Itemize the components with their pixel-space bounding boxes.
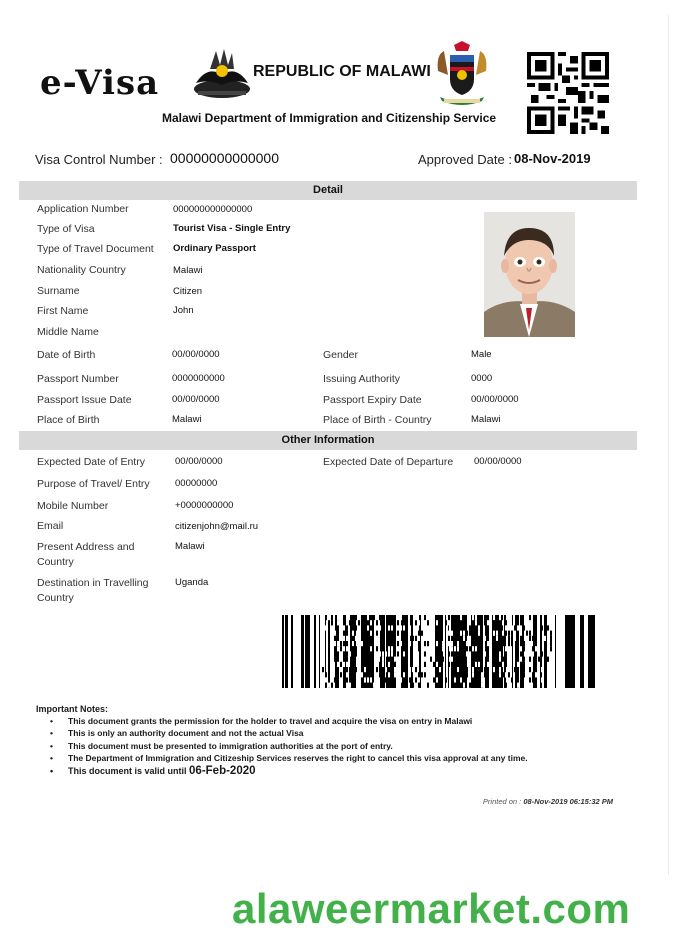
visa-type-value: Tourist Visa - Single Entry	[173, 223, 291, 234]
email-label: Email	[37, 520, 64, 532]
note-item: • This document grants the permission for the holder to travel and acquire the visa on entry in Malawi	[50, 715, 630, 727]
travel-document-label: Type of Travel Document	[37, 243, 154, 255]
visa-control-label: Visa Control Number :	[35, 152, 163, 167]
pob-country-label: Place of Birth - Country	[323, 414, 432, 426]
detail-section-header: Detail	[19, 181, 637, 200]
printed-on	[483, 797, 613, 806]
surname-label: Surname	[37, 285, 80, 297]
mobile-value: +0000000000	[175, 500, 234, 511]
departure-date-value: 00/00/0000	[474, 456, 522, 467]
important-notes-title: Important Notes:	[36, 704, 108, 714]
printed-on-label: Printed on :	[482, 797, 522, 806]
passport-number-value: 0000000000	[172, 373, 225, 384]
coat-of-arms-icon	[434, 41, 490, 107]
portrait-image	[484, 212, 575, 337]
dob-label: Date of Birth	[37, 349, 96, 361]
nationality-label: Nationality Country	[37, 264, 126, 276]
visa-control-value: 00000000000000	[170, 150, 280, 166]
passport-number-label: Passport Number	[37, 373, 119, 385]
application-number-label: Application Number	[37, 203, 129, 215]
barcode	[282, 615, 595, 688]
destination-label: Destination in Travelling Country	[37, 577, 149, 604]
approved-date-label: Approved Date :	[418, 152, 512, 167]
gender-label: Gender	[323, 349, 359, 361]
entry-date-value: 00/00/0000	[175, 456, 223, 467]
note-item: • The Department of Immigration and Citizeship Services reserves the right to cancel this visa approval at any time.	[50, 752, 630, 764]
issuing-authority-value: 0000	[471, 373, 493, 384]
nationality-value: Malawi	[173, 265, 203, 276]
purpose-value: 00000000	[175, 478, 218, 489]
destination-value: Uganda	[175, 577, 209, 588]
passport-expiry-label: Passport Expiry Date	[323, 394, 422, 406]
country-title: REPUBLIC OF MALAWI	[253, 63, 431, 80]
application-number-value: 000000000000000	[173, 204, 253, 215]
passport-expiry-value: 00/00/0000	[471, 394, 519, 405]
email-value: citizenjohn@mail.ru	[175, 521, 259, 532]
dob-value: 00/00/0000	[172, 349, 220, 360]
passport-issue-value: 00/00/0000	[172, 394, 220, 405]
department-name: Malawi Department of Immigration and Citizenship Service	[162, 111, 497, 125]
note-item: • This is only an authority document and not the actual Visa	[50, 727, 630, 739]
validity-prefix: This document is valid until	[68, 766, 187, 777]
note-item-validity	[50, 765, 630, 777]
important-notes-list	[50, 715, 630, 777]
first-name-label: First Name	[37, 305, 89, 317]
passport-issue-label: Passport Issue Date	[37, 394, 132, 406]
evisa-title: e-Visa	[40, 63, 160, 103]
first-name-value: John	[173, 305, 194, 316]
departure-date-label: Expected Date of Departure	[323, 456, 454, 468]
gender-value: Male	[471, 349, 492, 360]
visa-type-label: Type of Visa	[37, 223, 95, 235]
printed-on-value: 08-Nov-2019 06:15:32 PM	[523, 797, 613, 806]
applicant-photo	[484, 212, 575, 337]
eagle-emblem-icon	[190, 45, 254, 101]
qr-code	[527, 52, 609, 134]
place-of-birth-label: Place of Birth	[37, 414, 100, 426]
address-label: Present Address and Country	[37, 541, 135, 568]
other-info-section-header: Other Information	[19, 431, 637, 450]
address-value: Malawi	[175, 541, 205, 552]
purpose-label: Purpose of Travel/ Entry	[37, 478, 150, 490]
surname-value: Citizen	[173, 286, 203, 297]
watermark-text: alaweermarket.com	[232, 885, 631, 932]
evisa-document	[17, 15, 669, 875]
validity-date: 06-Feb-2020	[189, 765, 256, 778]
issuing-authority-label: Issuing Authority	[323, 373, 401, 385]
note-item: • This document must be presented to immigration authorities at the port of entry.	[50, 740, 630, 752]
place-of-birth-value: Malawi	[172, 414, 202, 425]
approved-date-value: 08-Nov-2019	[514, 151, 591, 166]
mobile-label: Mobile Number	[37, 500, 109, 512]
pob-country-value: Malawi	[471, 414, 501, 425]
entry-date-label: Expected Date of Entry	[37, 456, 145, 468]
travel-document-value: Ordinary Passport	[173, 243, 256, 254]
middle-name-label: Middle Name	[37, 326, 99, 338]
